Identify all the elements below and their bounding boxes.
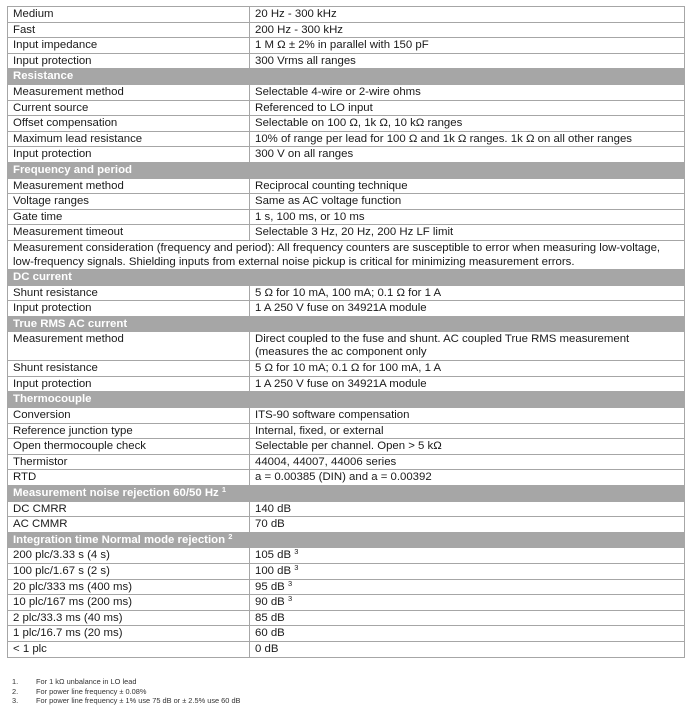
spec-value-cell xyxy=(250,408,685,424)
table-row xyxy=(8,194,685,210)
section-header-cell xyxy=(8,532,685,548)
spec-value-cell xyxy=(250,470,685,486)
table-row xyxy=(8,131,685,147)
section-title: Integration time Normal mode rejection xyxy=(13,533,226,546)
footnote xyxy=(7,696,241,706)
spec-value-cell xyxy=(250,285,685,301)
table-row xyxy=(8,361,685,377)
spec-value-cell xyxy=(250,7,685,23)
spec-value-cell xyxy=(250,131,685,147)
spec-label: < 1 plc xyxy=(8,641,250,657)
section-header xyxy=(8,392,685,408)
spec-value: Selectable 4-wire or 2-wire ohms xyxy=(255,85,421,98)
spec-label: Gate time xyxy=(8,209,250,225)
spec-value: 85 dB xyxy=(255,611,285,624)
spec-value: Same as AC voltage function xyxy=(255,195,402,208)
table-row xyxy=(8,7,685,23)
table-row xyxy=(8,423,685,439)
spec-value: 0 dB xyxy=(255,642,279,655)
spec-label: Shunt resistance xyxy=(8,361,250,377)
section-title: Resistance xyxy=(13,70,74,83)
spec-value: 300 Vrms all ranges xyxy=(255,54,356,67)
section-header xyxy=(8,162,685,178)
table-row xyxy=(8,116,685,132)
section-header-cell xyxy=(8,162,685,178)
spec-value-cell xyxy=(250,301,685,317)
table-row xyxy=(8,517,685,533)
spec-value-cell xyxy=(250,595,685,611)
measurement-note: Measurement consideration (frequency and period): All frequency counters are susceptible to error when measuring low-voltage, low-frequency signals. Shielding inputs from external noise pickup is critical for minimizing measurement errors. xyxy=(8,240,685,269)
spec-value-cell xyxy=(250,439,685,455)
section-header xyxy=(8,486,685,502)
spec-value-cell xyxy=(250,53,685,69)
note-row xyxy=(8,240,685,269)
footnote xyxy=(7,687,241,697)
footnote-ref: 3 xyxy=(294,547,299,557)
spec-label: DC CMRR xyxy=(8,501,250,517)
spec-value: Selectable on 100 Ω, 1k Ω, 10 kΩ ranges xyxy=(255,117,463,130)
spec-value-cell xyxy=(250,38,685,54)
spec-value: 20 Hz - 300 kHz xyxy=(255,8,337,20)
spec-label: Reference junction type xyxy=(8,423,250,439)
spec-value-cell xyxy=(250,423,685,439)
spec-value-cell xyxy=(250,225,685,241)
footnote-ref: 3 xyxy=(287,594,293,604)
footnote-text: For 1 kΩ unbalance in LO lead xyxy=(36,677,137,686)
section-header xyxy=(8,532,685,548)
spec-value-cell xyxy=(250,100,685,116)
spec-value: 105 dB xyxy=(255,549,292,562)
spec-label: Input protection xyxy=(8,301,250,317)
spec-label: 10 plc/167 ms (200 ms) xyxy=(8,595,250,611)
footnote-number: 2. xyxy=(12,686,19,696)
spec-value-cell xyxy=(250,178,685,194)
spec-label: RTD xyxy=(8,470,250,486)
spec-label: AC CMMR xyxy=(8,517,250,533)
spec-label: Shunt resistance xyxy=(8,285,250,301)
spec-value-cell xyxy=(250,548,685,564)
spec-label: Voltage ranges xyxy=(8,194,250,210)
spec-label: Measurement method xyxy=(8,332,250,361)
table-row xyxy=(8,84,685,100)
spec-value: Direct coupled to the fuse and shunt. AC coupled True RMS measurement (measures the ac component only xyxy=(255,333,630,359)
table-row xyxy=(8,225,685,241)
spec-label: Medium xyxy=(8,7,250,23)
spec-label: Conversion xyxy=(8,408,250,424)
section-title: True RMS AC current xyxy=(13,317,128,330)
spec-label: 20 plc/333 ms (400 ms) xyxy=(8,579,250,595)
spec-value: ITS-90 software compensation xyxy=(255,409,410,422)
table-row xyxy=(8,579,685,595)
spec-value: 100 dB xyxy=(255,565,292,577)
spec-value: Selectable 3 Hz, 20 Hz, 200 Hz LF limit xyxy=(255,226,454,239)
spec-value: 5 Ω for 10 mA, 100 mA; 0.1 Ω for 1 A xyxy=(255,286,442,299)
spec-label: 100 plc/1.67 s (2 s) xyxy=(8,564,250,580)
spec-value: 60 dB xyxy=(255,627,285,640)
spec-value: 300 V on all ranges xyxy=(255,148,354,161)
section-header-cell xyxy=(8,486,685,502)
spec-value-cell xyxy=(250,147,685,163)
spec-value: 70 dB xyxy=(255,518,285,531)
spec-table xyxy=(7,6,685,658)
footnote-ref: 2 xyxy=(228,532,233,541)
table-row xyxy=(8,408,685,424)
spec-label: Thermistor xyxy=(8,454,250,470)
footnote-number: 1. xyxy=(12,677,19,686)
spec-value-cell xyxy=(250,194,685,210)
table-row xyxy=(8,454,685,470)
spec-label: Input protection xyxy=(8,53,250,69)
spec-value: 140 dB xyxy=(255,502,292,515)
spec-value: a = 0.00385 (DIN) and a = 0.00392 xyxy=(255,471,432,484)
spec-value-cell xyxy=(250,610,685,626)
spec-value-cell xyxy=(250,332,685,361)
spec-label: Input protection xyxy=(8,376,250,392)
table-row xyxy=(8,100,685,116)
footnote-ref: 3 xyxy=(294,563,299,572)
table-row xyxy=(8,595,685,611)
spec-value: 1 A 250 V fuse on 34921A module xyxy=(255,302,427,315)
spec-label: Maximum lead resistance xyxy=(8,131,250,147)
table-row xyxy=(8,439,685,455)
spec-value: 200 Hz - 300 kHz xyxy=(255,23,343,36)
spec-value-cell xyxy=(250,501,685,517)
spec-value: 95 dB xyxy=(255,580,285,593)
table-row xyxy=(8,38,685,54)
spec-label: Measurement method xyxy=(8,178,250,194)
section-header-cell xyxy=(8,392,685,408)
spec-label: Input protection xyxy=(8,147,250,163)
spec-value: 90 dB xyxy=(255,596,285,609)
table-row xyxy=(8,470,685,486)
section-header xyxy=(8,269,685,285)
section-header-cell xyxy=(8,316,685,332)
table-row xyxy=(8,641,685,657)
section-title: Frequency and period xyxy=(13,163,132,176)
spec-value: 5 Ω for 10 mA; 0.1 Ω for 100 mA, 1 A xyxy=(255,362,442,375)
section-header xyxy=(8,69,685,85)
section-title: DC current xyxy=(13,270,72,283)
spec-value: Reciprocal counting technique xyxy=(255,179,408,192)
footnotes xyxy=(7,677,241,706)
table-row xyxy=(8,332,685,361)
spec-value-cell xyxy=(250,454,685,470)
section-header-cell xyxy=(8,269,685,285)
section-header xyxy=(8,316,685,332)
table-row xyxy=(8,626,685,642)
spec-label: Measurement method xyxy=(8,84,250,100)
spec-value-cell xyxy=(250,22,685,38)
table-row xyxy=(8,53,685,69)
footnote-text: For power line frequency ± 0.08% xyxy=(36,686,147,696)
spec-value: 1 s, 100 ms, or 10 ms xyxy=(255,210,365,223)
footnote-number: 3. xyxy=(12,696,19,706)
spec-value: Internal, fixed, or external xyxy=(255,424,384,437)
spec-value: Referenced to LO input xyxy=(255,101,373,114)
spec-value-cell xyxy=(250,361,685,377)
section-header-cell xyxy=(8,69,685,85)
spec-value-cell xyxy=(250,116,685,132)
spec-value: Selectable per channel. Open > 5 kΩ xyxy=(255,440,442,453)
table-row xyxy=(8,376,685,392)
spec-value: 1 A 250 V fuse on 34921A module xyxy=(255,377,427,390)
section-title: Measurement noise rejection 60/50 Hz xyxy=(13,487,219,500)
spec-value-cell xyxy=(250,579,685,595)
spec-value-cell xyxy=(250,517,685,533)
spec-value: 1 M Ω ± 2% in parallel with 150 pF xyxy=(255,39,429,52)
spec-label: 200 plc/3.33 s (4 s) xyxy=(8,548,250,564)
table-row xyxy=(8,209,685,225)
spec-value-cell xyxy=(250,626,685,642)
spec-label: 1 plc/16.7 ms (20 ms) xyxy=(8,626,250,642)
table-row xyxy=(8,610,685,626)
footnote-ref: 1 xyxy=(221,485,227,495)
spec-value: 10% of range per lead for 100 Ω and 1k Ω ranges. 1k Ω on all other ranges xyxy=(255,132,632,145)
spec-value: 44004, 44007, 44006 series xyxy=(255,455,397,468)
spec-label: Offset compensation xyxy=(8,116,250,132)
table-row xyxy=(8,178,685,194)
spec-label: Measurement timeout xyxy=(8,225,250,241)
spec-label: 2 plc/33.3 ms (40 ms) xyxy=(8,610,250,626)
spec-value-cell xyxy=(250,564,685,580)
footnote xyxy=(7,677,241,687)
table-row xyxy=(8,501,685,517)
section-title: Thermocouple xyxy=(13,393,92,406)
spec-label: Open thermocouple check xyxy=(8,439,250,455)
spec-label: Input impedance xyxy=(8,38,250,54)
spec-value-cell xyxy=(250,376,685,392)
footnote-text: For power line frequency ± 1% use 75 dB or ± 2.5% use 60 dB xyxy=(36,696,241,706)
spec-value-cell xyxy=(250,209,685,225)
table-row xyxy=(8,22,685,38)
spec-label: Fast xyxy=(8,22,250,38)
table-row xyxy=(8,564,685,580)
spec-label: Current source xyxy=(8,100,250,116)
table-row xyxy=(8,548,685,564)
table-row xyxy=(8,285,685,301)
table-row xyxy=(8,147,685,163)
footnote-ref: 3 xyxy=(287,579,293,588)
table-row xyxy=(8,301,685,317)
spec-value-cell xyxy=(250,641,685,657)
spec-value-cell xyxy=(250,84,685,100)
